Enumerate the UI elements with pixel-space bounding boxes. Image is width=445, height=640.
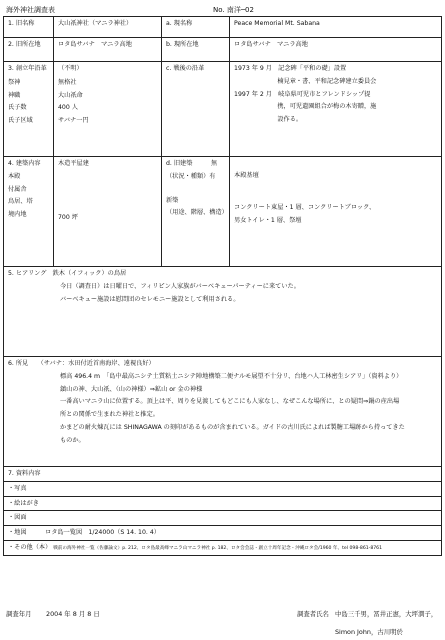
materials-heading: 7. 資料内容	[4, 467, 442, 482]
value-founding: （不明）	[58, 65, 83, 72]
surveyors-label: 調査者氏名	[297, 610, 329, 618]
label-status-type: （状況・種類）有	[166, 172, 216, 180]
label-parish-area: 氏子区域	[8, 117, 33, 124]
hearing-line-1: 今日（調査日）は日曜日で、フィリピン人家族がバーベキューパーティーに来ていた。	[60, 282, 300, 290]
value-parish-area: サバナ一円	[58, 117, 89, 124]
history-line-2: 楠見章・書、平和記念碑建立委員会	[234, 77, 377, 85]
section-hearing	[4, 267, 442, 357]
material-drawings: ・図面	[4, 511, 442, 526]
findings-line-3: 一番高いマニラ山に位置する。頂上は平、周りを見渡してもどこにも人家なし、なぜこんな場所に、との疑問⇒鍋の産出場	[60, 398, 400, 406]
material-photos: ・写真	[4, 481, 442, 496]
label-founding: 3. 創立年沿革	[8, 65, 47, 72]
findings-line-5: かまどの耐火煉瓦には SHINAGAWA の刻印があるものが含まれている。ガイドの古川氏によれば製糖工場跡から持ってきた	[60, 423, 405, 431]
value-postwar-history	[230, 62, 442, 157]
section-findings	[4, 357, 442, 467]
value-grounds: 700 坪	[58, 213, 78, 221]
label-grounds: 境内地	[8, 211, 27, 218]
label-auxiliary: 付属舎	[8, 185, 27, 193]
label-new-buildings: 新築	[166, 196, 179, 204]
label-parishioners-count: 氏子数	[8, 104, 27, 112]
survey-date-label: 調査年月	[6, 610, 32, 618]
label-deity: 祭神	[8, 78, 21, 86]
label-postwar-history: c. 戦後の沿革	[162, 62, 230, 157]
value-new-buildings-2: 男女トイレ・1 層、祭壇	[234, 216, 302, 224]
survey-table	[3, 16, 442, 556]
value-deity: 無格社	[58, 78, 77, 86]
value-current-location: ロタ島サバナ マニラ高地	[230, 38, 442, 62]
label-torii: 鳥居、塔	[8, 198, 33, 206]
label-current-name: a. 現名称	[162, 17, 230, 38]
footer	[0, 608, 445, 640]
value-old-location: ロタ島サバナ マニラ高地	[54, 38, 162, 62]
section-4-values	[54, 157, 162, 267]
history-line-5: 設作る。	[234, 116, 303, 123]
section-4-subvalues	[230, 157, 442, 267]
value-new-buildings-1: コンクリート東屋・1 層、コンクリートブロック、	[234, 203, 376, 211]
label-priest: 神職	[8, 91, 21, 99]
findings-line-2: 鎮山の神、大山祇、（山の神様）⇒鉱山 or 金の神様	[60, 385, 203, 393]
other-sources: 戦前の海外神社一覧（佐藤論文）p. 212、ロタ島最高峰マニラ山マニラ神社 p. 182、ロタ会会誌・創立十周年記念・沖縄ロタ会/1960 年、tel 098-861-8761	[53, 545, 383, 551]
history-line-4: 携，可児遺園組合が梅の木寄贈，施	[234, 103, 377, 111]
value-current-name: Peace Memorial Mt. Sabana	[230, 17, 442, 38]
findings-line-6: ものか。	[60, 436, 85, 444]
survey-date-value: 2004 年 8 月 8 日	[46, 610, 100, 618]
history-line-3: 1997 年 2 月 岐阜県可児市とフレンドシップ提	[234, 90, 371, 98]
value-parishioners-count: 400 人	[58, 104, 78, 112]
label-main-hall: 本殿	[8, 172, 21, 180]
label-current-location: b. 現所在地	[162, 38, 230, 62]
label-old-location: 2. 旧所在地	[4, 38, 54, 62]
material-other	[4, 540, 442, 555]
material-postcards: ・絵はがき	[4, 496, 442, 511]
section-3-values	[54, 62, 162, 157]
form-title: 海外神社調査表	[6, 6, 55, 14]
hearing-line-2: バーベキュー施設は慰問団のセレモニー施設として利用される。	[60, 295, 240, 303]
form-number: No. 南洋─02	[213, 6, 254, 14]
label-usage: （用途、階層、構造）	[166, 209, 228, 217]
findings-heading: 6. 所見 （サバナ：水田付近首南海岸、遠視良好）	[8, 360, 155, 367]
label-shrine-buildings: 4. 建築内容	[8, 160, 41, 167]
value-old-buildings: 本殿基壇	[234, 172, 259, 179]
label-old-buildings: d. 旧建築 無	[166, 160, 218, 167]
value-shrine-buildings: 木造平屋建	[58, 160, 89, 167]
value-priest: 大山祇命	[58, 91, 83, 99]
hearing-heading: 5. ヒアリング 鉄木（イフィック）の鳥居	[8, 270, 127, 277]
section-3-labels	[4, 62, 54, 157]
section-4-sublabels	[162, 157, 230, 267]
material-maps: ・地図 ロタ島一覧図 1/24000（S 14. 10. 4）	[4, 526, 442, 541]
label-shrine-name: 1. 旧名称	[4, 17, 54, 38]
value-shrine-name: 大山祇神社（マニラ神社）	[54, 17, 162, 38]
findings-line-1: 標高 496.4 m 「島中最高ニシテ土質粘土ニシテ陣地構築二便ナルモ展望不十分リ、台地ハ人工林密生シアリ」（資料より）	[60, 372, 403, 380]
findings-line-4: 所との関係で生まれた神社と推定。	[60, 411, 159, 418]
history-line-1: 1973 年 9 月 記念碑「平和の礎」設置	[234, 65, 347, 72]
surveyors-line-2: Simon John，古川明於	[335, 628, 403, 636]
surveyors-line-1: 中島三千男，冨井正憲，大坪潤子，	[335, 610, 438, 618]
other-label: ・その他（本）	[8, 543, 52, 551]
section-4-labels	[4, 157, 54, 267]
